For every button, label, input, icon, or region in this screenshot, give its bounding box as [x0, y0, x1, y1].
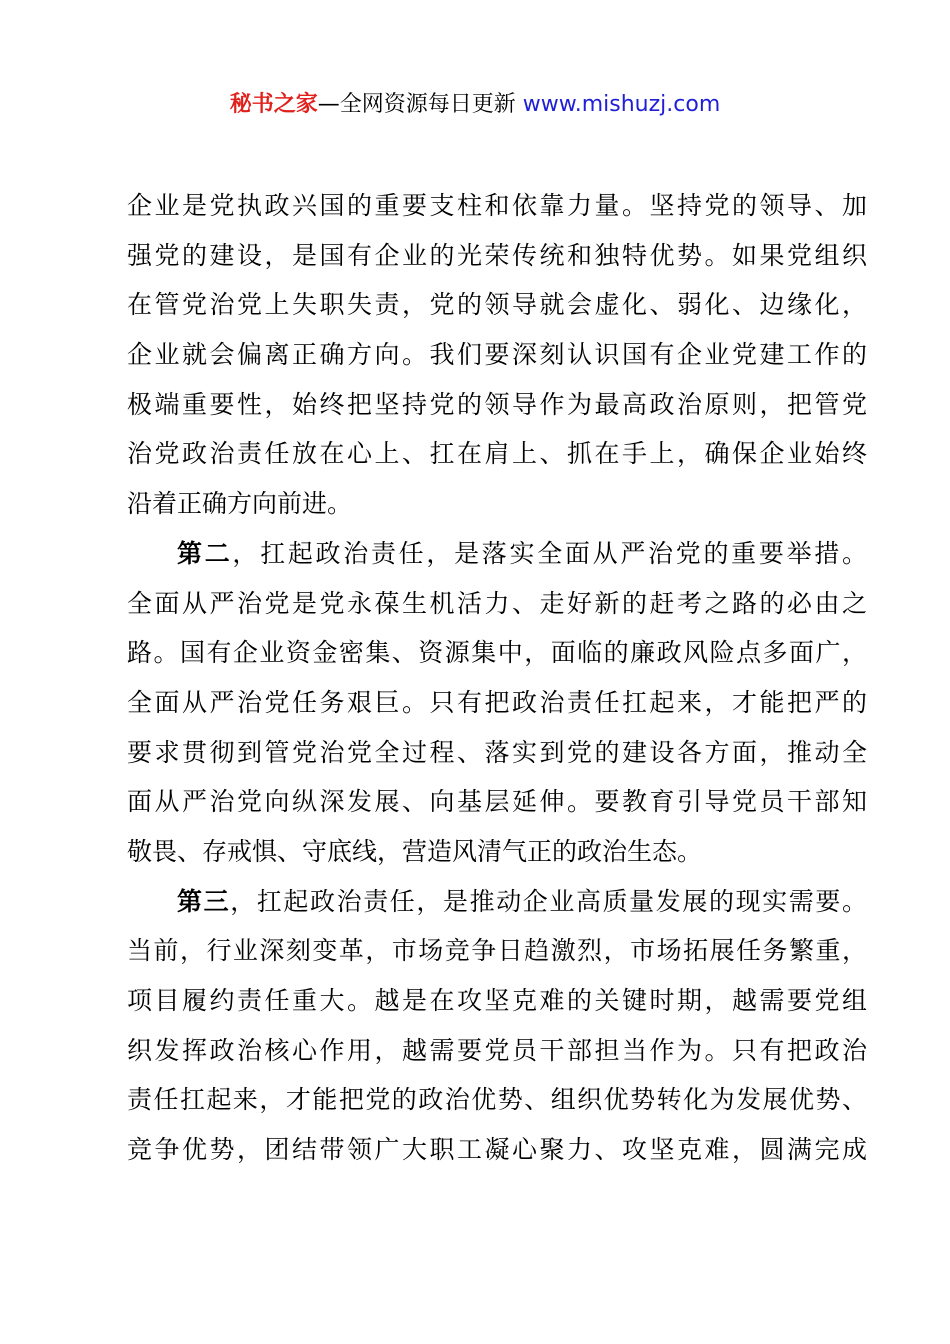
paragraph-1 — [127, 181, 867, 529]
page-header — [0, 88, 950, 122]
site-brand: 秘书之家 — [229, 92, 318, 117]
paragraph-first-line — [127, 529, 867, 579]
text-line: 竞争优势，团结带领广大职工凝心聚力、攻坚克难，圆满完成 — [127, 1135, 867, 1165]
text-line: 责任扛起来，才能把党的政治优势、组织优势转化为发展优势、 — [127, 1085, 867, 1115]
paragraph-lead: 第三 — [177, 886, 231, 916]
text-line: 面从严治党向纵深发展、向基层延伸。要教育引导党员干部知 — [127, 787, 867, 817]
text-line: 敬畏、存戒惧、守底线，营造风清气正的政治生态。 — [127, 836, 703, 866]
text-line: 极端重要性，始终把坚持党的领导作为最高政治原则，把管党 — [127, 389, 867, 419]
text-line: 路。国有企业资金密集、资源集中，面临的廉政风险点多面广， — [127, 638, 867, 668]
text-line: 全面从严治党是党永葆生机活力、走好新的赶考之路的必由之 — [127, 588, 867, 618]
paragraph-first-line — [127, 877, 867, 927]
paragraph-3 — [127, 877, 867, 1175]
paragraph-2 — [127, 529, 867, 877]
paragraph-first-line-rest: ，扛起政治责任，是落实全面从严治党的重要举措。 — [232, 538, 867, 568]
document-body — [127, 181, 867, 1175]
text-line: 在管党治党上失职失责，党的领导就会虚化、弱化、边缘化， — [127, 290, 867, 320]
text-line: 当前，行业深刻变革，市场竞争日趋激烈，市场拓展任务繁重， — [127, 936, 867, 966]
text-line: 全面从严治党任务艰巨。只有把政治责任扛起来，才能把严的 — [127, 687, 867, 717]
text-line: 沿着正确方向前进。 — [127, 489, 353, 519]
paragraph-first-line-rest: ，扛起政治责任，是推动企业高质量发展的现实需要。 — [230, 886, 867, 916]
text-line: 治党政治责任放在心上、扛在肩上、抓在手上，确保企业始终 — [127, 439, 867, 469]
paragraph-lead: 第二 — [177, 538, 233, 568]
site-url-link[interactable]: www.mishuzj.com — [522, 92, 721, 117]
text-line: 企业是党执政兴国的重要支柱和依靠力量。坚持党的领导、加 — [127, 191, 867, 220]
text-line: 要求贯彻到管党治党全过程、落实到党的建设各方面，推动全 — [127, 737, 867, 767]
text-line: 企业就会偏离正确方向。我们要深刻认识国有企业党建工作的 — [127, 340, 867, 370]
text-line: 项目履约责任重大。越是在攻坚克难的关键时期，越需要党组 — [127, 986, 867, 1015]
site-tagline: —全网资源每日更新 — [317, 92, 516, 117]
text-line: 强党的建设，是国有企业的光荣传统和独特优势。如果党组织 — [127, 240, 867, 270]
text-line: 织发挥政治核心作用，越需要党员干部担当作为。只有把政治 — [127, 1035, 867, 1065]
